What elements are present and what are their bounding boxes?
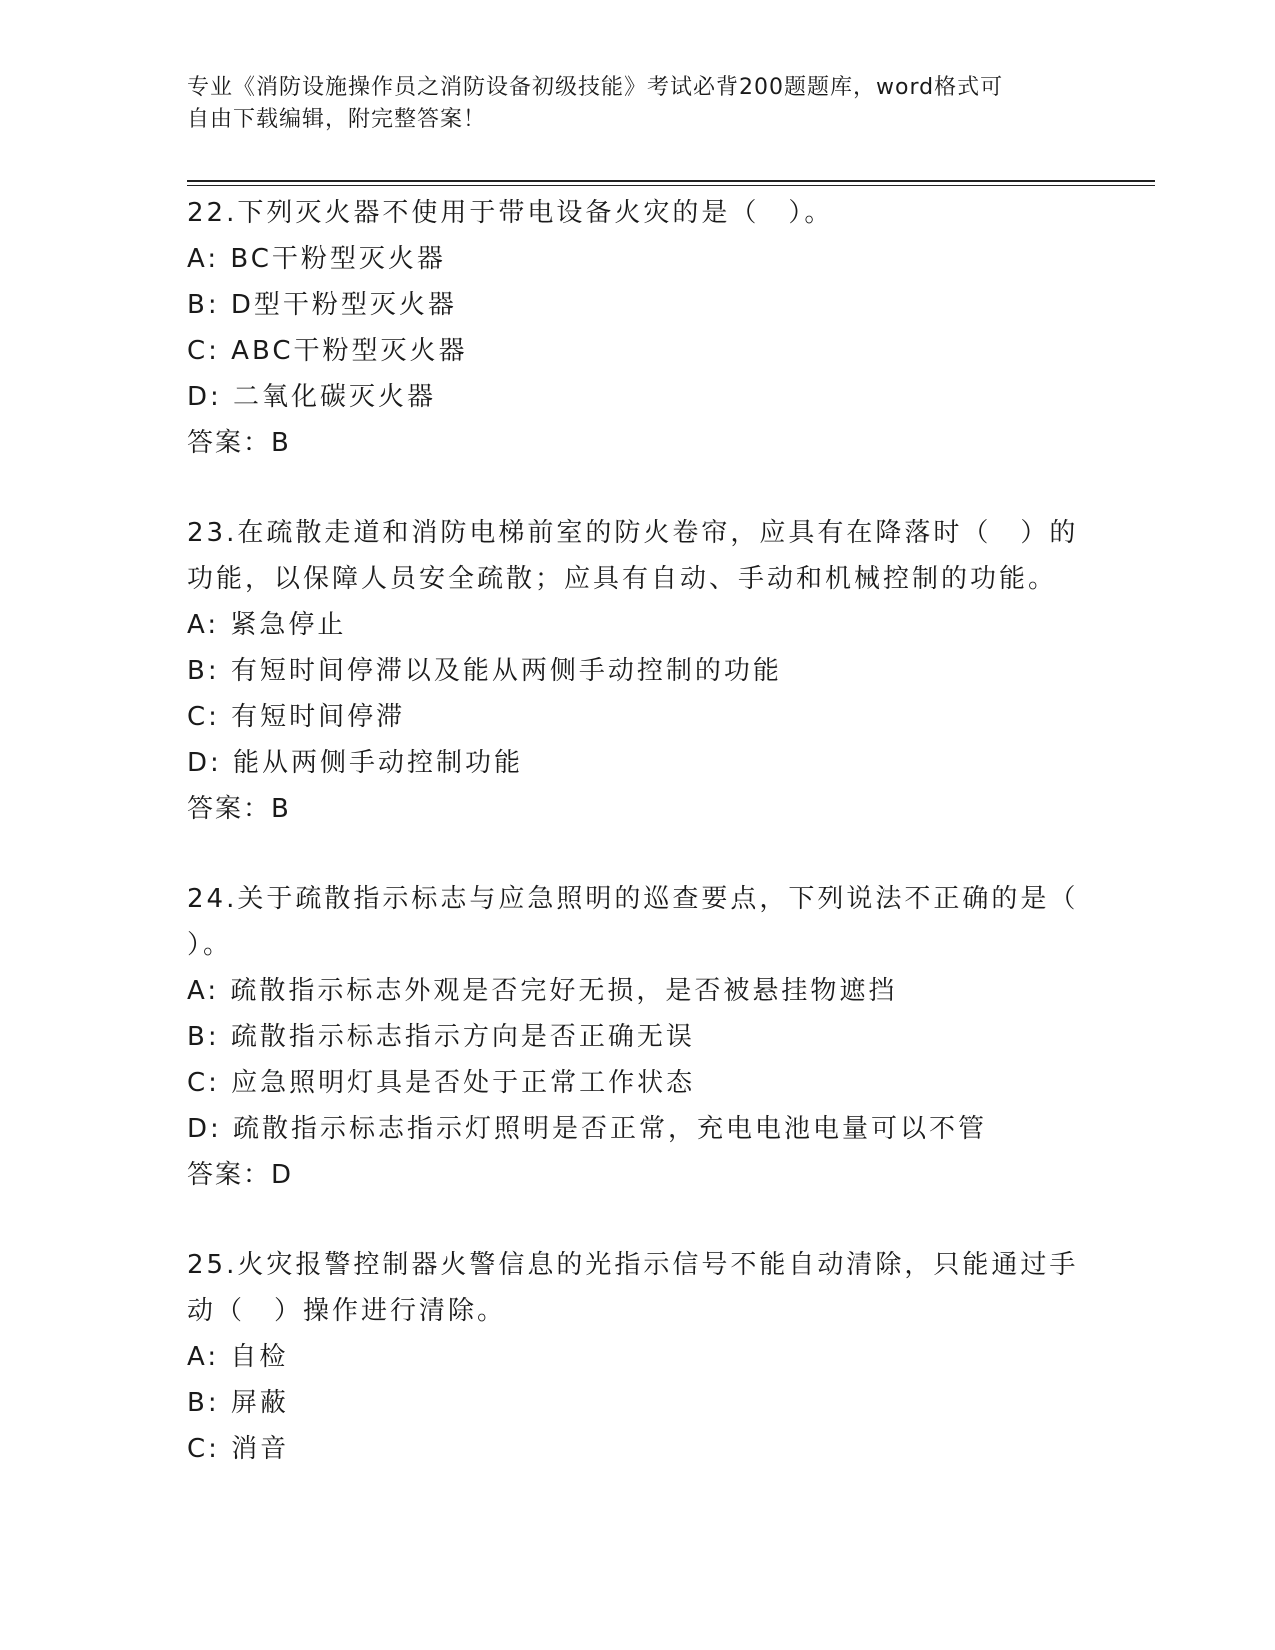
question-25 <box>187 1242 1087 1472</box>
question-list <box>187 190 1087 1516</box>
option-a: A: 自检 <box>187 1342 289 1372</box>
option-d: D: 疏散指示标志指示灯照明是否正常，充电电池电量可以不管 <box>187 1114 988 1144</box>
question-stem-line-1: 25.火灾报警控制器火警信息的光指示信号不能自动清除，只能通过手 <box>187 1250 1079 1280</box>
question-stem-line-2: 功能，以保障人员安全疏散；应具有自动、手动和机械控制的功能。 <box>187 564 1058 594</box>
option-b: B: 疏散指示标志指示方向是否正确无误 <box>187 1022 695 1052</box>
option-b: B: 有短时间停滞以及能从两侧手动控制的功能 <box>187 656 782 686</box>
question-23 <box>187 510 1087 832</box>
answer-text: 答案：D <box>187 1160 294 1190</box>
option-b: B: D型干粉型灭火器 <box>187 290 457 320</box>
option-c: C: 有短时间停滞 <box>187 702 406 732</box>
option-a: A: 紧急停止 <box>187 610 347 640</box>
header-line-1: 专业《消防设施操作员之消防设备初级技能》考试必背200题题库，word格式可 <box>187 75 1004 100</box>
header-divider-thick <box>187 180 1155 182</box>
question-stem-line-1: 24.关于疏散指示标志与应急照明的巡查要点，下列说法不正确的是（ <box>187 884 1079 914</box>
answer-text: 答案：B <box>187 794 291 824</box>
option-c: C: ABC干粉型灭火器 <box>187 336 468 366</box>
option-c: C: 消音 <box>187 1434 290 1464</box>
option-a: A: BC干粉型灭火器 <box>187 244 446 274</box>
question-stem-line-2: 动（ ）操作进行清除。 <box>187 1296 507 1326</box>
document-header <box>187 72 1067 136</box>
option-a: A: 疏散指示标志外观是否完好无损，是否被悬挂物遮挡 <box>187 976 898 1006</box>
option-d: D: 二氧化碳灭火器 <box>187 382 437 412</box>
header-line-2: 自由下载编辑，附完整答案！ <box>187 107 487 132</box>
header-divider-thin <box>187 185 1155 186</box>
answer-text: 答案：B <box>187 428 291 458</box>
option-d: D: 能从两侧手动控制功能 <box>187 748 524 778</box>
question-stem: 22.下列灭火器不使用于带电设备火灾的是（ ）。 <box>187 198 834 228</box>
option-b: B: 屏蔽 <box>187 1388 289 1418</box>
question-stem-line-2: ）。 <box>187 930 233 960</box>
question-22 <box>187 190 1087 466</box>
option-c: C: 应急照明灯具是否处于正常工作状态 <box>187 1068 696 1098</box>
question-stem-line-1: 23.在疏散走道和消防电梯前室的防火卷帘，应具有在降落时（ ）的 <box>187 518 1079 548</box>
question-24 <box>187 876 1087 1198</box>
